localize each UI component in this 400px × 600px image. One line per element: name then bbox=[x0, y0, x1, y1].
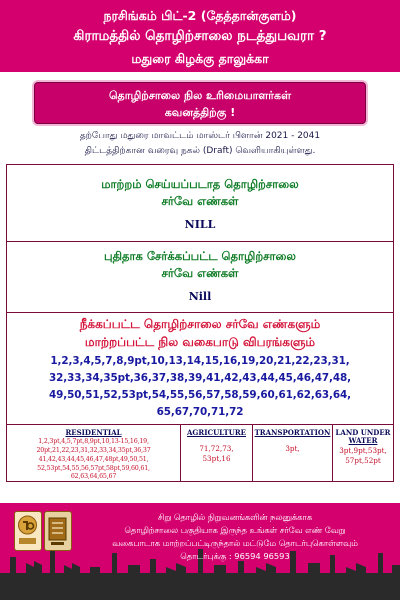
zone-agriculture-value: 53pt,16 bbox=[202, 454, 231, 463]
unchanged-title-line-2: சர்வே எண்கள் bbox=[161, 194, 239, 208]
zone-residential-title: RESIDENTIAL bbox=[65, 428, 122, 437]
section-divider bbox=[7, 241, 393, 242]
notice-box bbox=[34, 82, 366, 124]
removed-survey-numbers-line: 1,2,3,4,5,7,8,9pt,10,13,14,15,16,19,20,21,22,23,31, bbox=[50, 355, 350, 367]
header-line-3: மதுரை கிழக்கு தாலுக்கா bbox=[131, 51, 269, 66]
zone-agriculture bbox=[181, 425, 253, 482]
added-title-line-1: புதிதாக சேர்க்கப்பட்ட தொழிற்சாலை bbox=[104, 249, 296, 263]
zone-transportation-title: TRANSPORTATION bbox=[254, 428, 331, 437]
header-line-2: கிராமத்தில் தொழிற்சாலை நடத்துபவரா ? bbox=[73, 28, 327, 44]
zone-water-value: 3pt,9pt,53pt, bbox=[339, 446, 387, 455]
removed-survey-numbers-line: 49,50,51,52,53pt,54,55,56,57,58,59,60,61,62,63,64, bbox=[49, 389, 351, 401]
section-divider bbox=[7, 312, 393, 313]
footer-line-2: தொழிற்சாலை பகுதியாக இருந்த உங்கள் சர்வே எண் வேறு bbox=[124, 525, 346, 535]
notice-line-2: கவனத்திற்கு ! bbox=[164, 106, 236, 119]
footer-line-1: சிறு தொழில் நிறுவனங்களின் நலனுக்காக bbox=[157, 512, 313, 522]
footer-text-box bbox=[76, 507, 394, 563]
header-line-1: நரசிங்கம் பிட்-2 (தேத்தான்குளம்) bbox=[103, 8, 297, 23]
zone-residential-value: 1,2,3pt,4,5,7pt,8,9pt,10,13-15,16,19, bbox=[38, 438, 149, 445]
unchanged-value: NILL bbox=[184, 218, 216, 231]
zone-residential-value: 20pt,21,22,23,31,32,33,34,35pt,36,37 bbox=[36, 447, 151, 454]
zone-agriculture-value: 71,72,73, bbox=[199, 444, 234, 453]
zone-residential-value: 62,63,64,65,67 bbox=[70, 473, 117, 480]
zone-water-title-line-2: WATER bbox=[348, 436, 378, 445]
added-title-line-2: சர்வே எண்கள் bbox=[161, 266, 239, 280]
zone-transportation bbox=[253, 425, 333, 482]
intro-line-1: தற்போது மதுரை மாவட்டம் மாஸ்டர் பிளான் 2021 - 2041 bbox=[79, 131, 321, 141]
removed-title-line-1: நீக்கப்பட்ட தொழிற்சாலை சர்வே எண்களும் bbox=[79, 317, 321, 331]
removed-survey-numbers-line: 32,33,34,35pt,36,37,38,39,41,42,43,44,45,46,47,48, bbox=[49, 372, 351, 384]
removed-survey-numbers-line: 65,67,70,71,72 bbox=[156, 406, 244, 418]
header-banner bbox=[0, 0, 400, 72]
footer-contact: தொடர்புக்கு : 96594 96593 bbox=[180, 551, 290, 561]
survey-details-frame bbox=[6, 164, 394, 482]
land-use-zones-table bbox=[7, 424, 393, 481]
footer-line-3: வகைபாடாக மாற்றப்பட்டிருந்தால் மட்டுமே தொடர்புகொள்ளவும் bbox=[112, 538, 358, 548]
anniversary-emblem-icon bbox=[14, 511, 42, 551]
zone-land-under-water bbox=[333, 425, 393, 482]
added-value: Nill bbox=[188, 290, 212, 303]
intro-line-2: திட்டத்திற்கான வரைவு நகல் (Draft) வெளியாகியுள்ளது. bbox=[84, 146, 316, 156]
association-logo-icon bbox=[44, 511, 72, 551]
zone-transportation-value: 3pt, bbox=[285, 444, 300, 453]
zone-agriculture-title: AGRICULTURE bbox=[187, 428, 246, 437]
zone-residential bbox=[7, 425, 181, 482]
zone-residential-value: 52,53pt,54,55,56,57pt,58pt,59,60,61, bbox=[37, 465, 150, 472]
zone-water-value: 57pt,52pt bbox=[345, 456, 381, 465]
footer-banner bbox=[0, 503, 400, 600]
zone-water-title-line-1: LAND UNDER bbox=[335, 428, 391, 437]
notice-line-1: தொழிற்சாலை நில உரிமையாளர்கள் bbox=[108, 89, 292, 102]
zone-residential-value: 41,42,43,44,45,46,47,48pt,49,50,51, bbox=[38, 456, 149, 463]
removed-title-line-2: மாற்றப்பட்ட நில வகைபாடு விபரங்களும் bbox=[84, 335, 316, 349]
unchanged-title-line-1: மாற்றம் செய்யப்படாத தொழிற்சாலை bbox=[101, 177, 299, 191]
